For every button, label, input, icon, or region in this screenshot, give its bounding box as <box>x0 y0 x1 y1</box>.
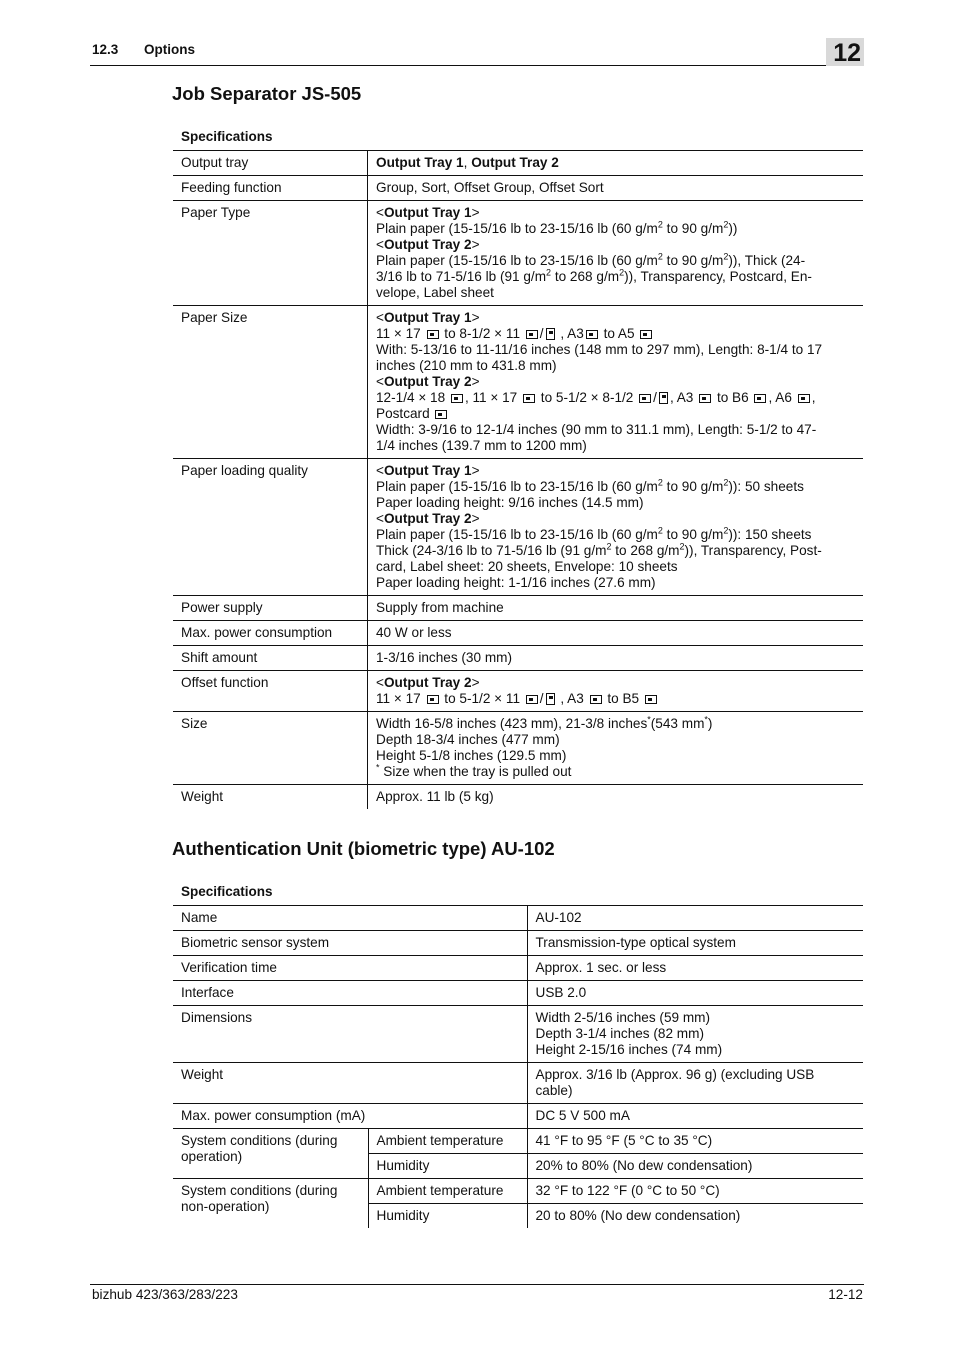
row-value: USB 2.0 <box>527 981 863 1006</box>
tray-label: Output Tray 1 <box>383 310 472 325</box>
row-value: 20% to 80% (No dew condensation) <box>527 1154 863 1179</box>
row-key: Dimensions <box>173 1006 527 1063</box>
portrait-paper-icon <box>546 328 555 340</box>
table-row <box>173 151 863 176</box>
table-row <box>173 712 863 785</box>
row-key: Interface <box>173 981 527 1006</box>
row-value: AU-102 <box>527 906 863 931</box>
row-value: 20 to 80% (No dew condensation) <box>527 1204 863 1229</box>
landscape-paper-icon <box>754 394 766 403</box>
table-row <box>173 646 863 671</box>
landscape-paper-icon <box>645 695 657 704</box>
row-subkey: Ambient temperature <box>368 1179 527 1204</box>
header-rule <box>90 65 864 66</box>
row-key: Max. power consumption (mA) <box>173 1104 527 1129</box>
footer-rule <box>90 1284 864 1285</box>
table-row <box>173 1129 863 1154</box>
landscape-paper-icon <box>586 330 598 339</box>
landscape-paper-icon <box>435 410 447 419</box>
landscape-paper-icon <box>699 394 711 403</box>
row-key: Max. power consumption <box>173 621 368 646</box>
table-row <box>173 981 863 1006</box>
separator: , <box>463 155 472 170</box>
output-tray-2: Output Tray 2 <box>471 155 559 170</box>
table-row <box>173 1104 863 1129</box>
row-value: Approx. 11 lb (5 kg) <box>368 785 864 810</box>
row-value: Supply from machine <box>368 596 864 621</box>
auth-unit-spec-table <box>173 905 863 1228</box>
row-key: Verification time <box>173 956 527 981</box>
table-row <box>173 906 863 931</box>
table-row <box>173 671 863 712</box>
tray-label: Output Tray 2 <box>383 374 472 389</box>
landscape-paper-icon <box>451 394 463 403</box>
landscape-paper-icon <box>798 394 810 403</box>
row-value: <Output Tray 1> 11 × 17 to 8-1/2 × 11 / , A3 to A5 With: 5-13/16 to 11-11/16 inches (148 mm to 297 mm), Length: 8-1/4 to 17 inches (210 mm to 431.8 mm) <Output Tray 2> 12-1/4 × 18 , 11 × 17 to 5-1/2 × 8-1/2 / , A3 to B6 , A6 , Postcard Width: 3-9/16 to 12-1/4 inches (90 mm to 311.1 mm), Length: 5-1/2 to 47- 1/4 inches (139.7 mm to 1200 mm) <box>368 306 864 459</box>
row-key: Paper Size <box>173 306 368 459</box>
table-row <box>173 956 863 981</box>
landscape-paper-icon <box>526 330 538 339</box>
row-key: System conditions (during non-operation) <box>173 1179 368 1229</box>
row-key: Weight <box>173 785 368 810</box>
row-value: Width 16-5/8 inches (423 mm), 21-3/8 inches*(543 mm*) Depth 18-3/4 inches (477 mm) Height 5-1/8 inches (129.5 mm) * Size when the tray is pulled out <box>368 712 864 785</box>
row-value: <Output Tray 2> 11 × 17 to 5-1/2 × 11 / , A3 to B5 <box>368 671 864 712</box>
job-separator-title: Job Separator JS-505 <box>172 83 362 104</box>
row-subkey: Humidity <box>368 1204 527 1229</box>
tray-label: Output Tray 1 <box>383 205 472 220</box>
row-key: Size <box>173 712 368 785</box>
section-number: 12.3 <box>92 42 119 57</box>
row-value: Group, Sort, Offset Group, Offset Sort <box>368 176 864 201</box>
table-row <box>173 1063 863 1104</box>
row-key: Shift amount <box>173 646 368 671</box>
row-key: Name <box>173 906 527 931</box>
table-row <box>173 1179 863 1204</box>
table-row <box>173 596 863 621</box>
table-row <box>173 785 863 810</box>
tray-label: Output Tray 1 <box>383 463 472 478</box>
row-subkey: Humidity <box>368 1154 527 1179</box>
landscape-paper-icon <box>590 695 602 704</box>
table-row <box>173 306 863 459</box>
auth-unit-title: Authentication Unit (biometric type) AU-102 <box>172 838 555 859</box>
row-key: Offset function <box>173 671 368 712</box>
portrait-paper-icon <box>659 392 668 404</box>
row-value: Approx. 1 sec. or less <box>527 956 863 981</box>
tray-label: Output Tray 2 <box>383 237 472 252</box>
row-key: Power supply <box>173 596 368 621</box>
row-value: 40 W or less <box>368 621 864 646</box>
row-key: Output tray <box>173 151 368 176</box>
row-value: Width 2-5/16 inches (59 mm) Depth 3-1/4 inches (82 mm) Height 2-15/16 inches (74 mm) <box>527 1006 863 1063</box>
landscape-paper-icon <box>639 394 651 403</box>
table-row <box>173 176 863 201</box>
row-value: 32 °F to 122 °F (0 °C to 50 °C) <box>527 1179 863 1204</box>
row-key: Paper loading quality <box>173 459 368 596</box>
row-key: Paper Type <box>173 201 368 306</box>
row-value: 1-3/16 inches (30 mm) <box>368 646 864 671</box>
job-separator-spec-heading: Specifications <box>181 129 273 144</box>
tray-label: Output Tray 2 <box>383 675 472 690</box>
table-row <box>173 201 863 306</box>
auth-unit-spec-heading: Specifications <box>181 884 273 899</box>
row-value: <Output Tray 1> Plain paper (15-15/16 lb to 23-15/16 lb (60 $g/m^2$ to 90 $g/m^2$)): 50 sheets Paper loading height: 9/16 inches (14.5 mm) <Output Tray 2> Plain paper (15-15/16 lb to 23-15/16 lb (60 $g/m^2$ to 90 $g/m^2$)): 150 sheets Thick (24-3/16 lb to 71-5/16 lb (91 $g/m^2$ to 268 $g/m^2$)), Transparency, Post- card, Label sheet: 20 sheets, Envelope: 10 sheets Paper loading height: 1-1/16 inches (27.6 mm) <box>368 459 864 596</box>
footer-product: bizhub 423/363/283/223 <box>92 1287 238 1302</box>
landscape-paper-icon <box>427 695 439 704</box>
section-heading <box>92 42 195 58</box>
row-key: Weight <box>173 1063 527 1104</box>
landscape-paper-icon <box>523 394 535 403</box>
tray-label: Output Tray 2 <box>383 511 472 526</box>
output-tray-1: Output Tray 1 <box>376 155 464 170</box>
landscape-paper-icon <box>427 330 439 339</box>
row-value: 41 °F to 95 °F (5 °C to 35 °C) <box>527 1129 863 1154</box>
row-key: System conditions (during operation) <box>173 1129 368 1179</box>
row-value: <Output Tray 1> Plain paper (15-15/16 lb to 23-15/16 lb (60 $g/m^2$ to 90 $g/m^2$)) <Output Tray 2> Plain paper (15-15/16 lb to 23-15/16 lb (60 $g/m^2$ to 90 $g/m^2$)), Thick (24- 3/16 lb to 71-5/16 lb (91 $g/m^2$ to 268 $g/m^2$)), Transparency, Postcard, En- velope, Label sheet <box>368 201 864 306</box>
footer-page-number: 12-12 <box>828 1287 863 1302</box>
row-key: Biometric sensor system <box>173 931 527 956</box>
table-row <box>173 621 863 646</box>
row-value: DC 5 V 500 mA <box>527 1104 863 1129</box>
row-value: Transmission-type optical system <box>527 931 863 956</box>
row-subkey: Ambient temperature <box>368 1129 527 1154</box>
chapter-number: 12 <box>826 38 864 66</box>
table-row <box>173 459 863 596</box>
section-title: Options <box>144 42 195 57</box>
landscape-paper-icon <box>640 330 652 339</box>
job-separator-spec-table <box>173 150 863 809</box>
table-row <box>173 1006 863 1063</box>
portrait-paper-icon <box>546 693 555 705</box>
table-row <box>173 931 863 956</box>
landscape-paper-icon <box>526 695 538 704</box>
row-key: Feeding function <box>173 176 368 201</box>
row-value <box>368 151 864 176</box>
row-value: Approx. 3/16 lb (Approx. 96 g) (excluding USB cable) <box>527 1063 863 1104</box>
